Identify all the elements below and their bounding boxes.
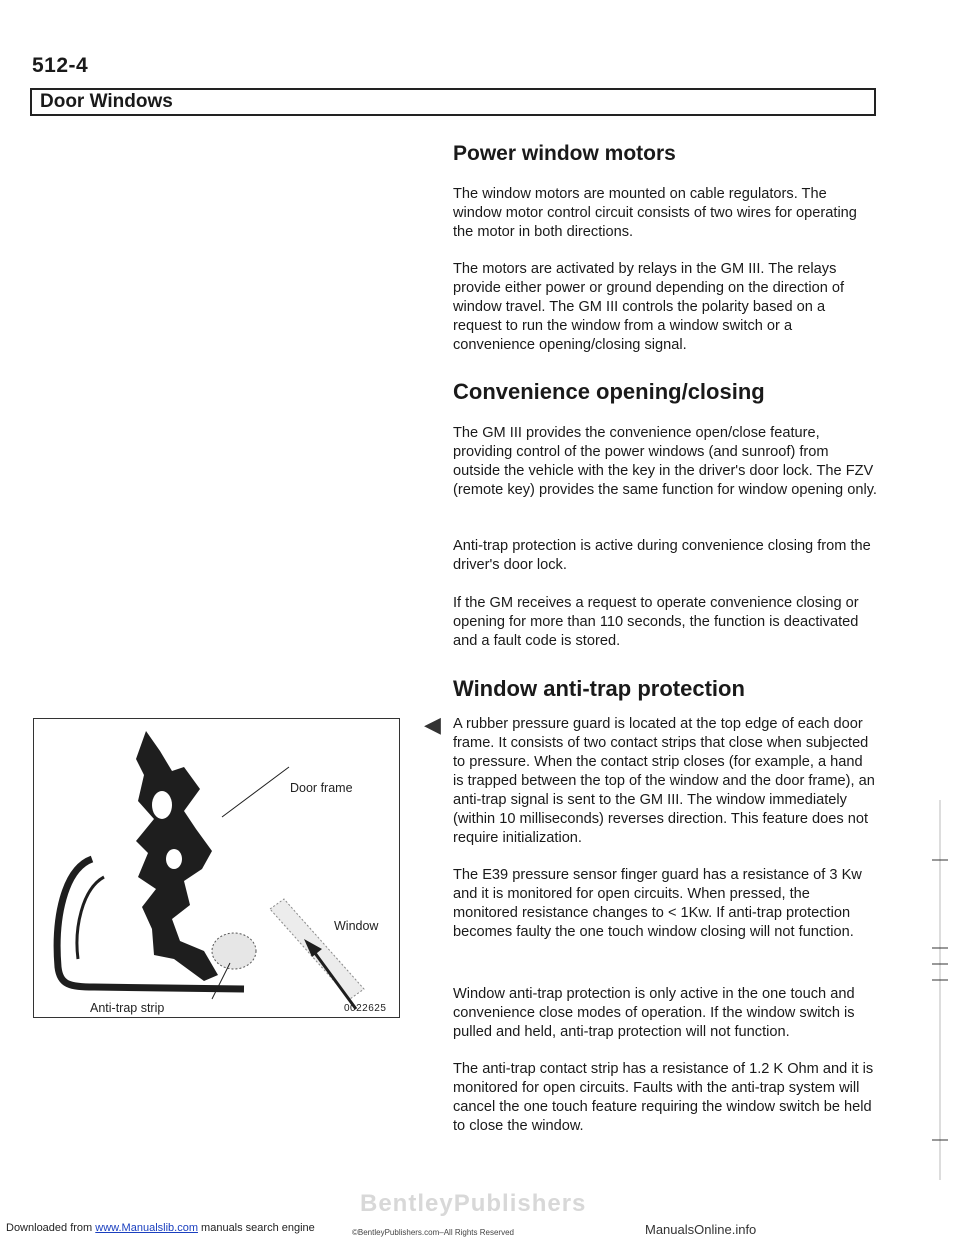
watermark-text: BentleyPublishers [360,1190,587,1217]
footer-prefix: Downloaded from [6,1222,93,1234]
footer-copyright: ©BentleyPublishers.com–All Rights Reserved [352,1228,514,1237]
heading-power-window-motors: Power window motors [453,142,676,165]
manualslib-link[interactable]: www.Manualslib.com [95,1222,198,1234]
paragraph-convenience-3: If the GM receives a request to operate convenience closing or opening for more than 110 seconds, the function is deactivated and a fault code is stored. [453,595,859,649]
heading-convenience: Convenience opening/closing [453,379,765,404]
footer-suffix: manuals search engine [201,1222,315,1234]
label-door-frame: Door frame [290,781,353,795]
heading-anti-trap: Window anti-trap protection [453,676,745,701]
page-number: 512-4 [32,54,89,77]
paragraph-motors-2: The motors are activated by relays in the GM III. The relays provide either power or ground depending on the direction of window travel. The GM III controls the polarity based on a request to run the window from a window switch or a convenience opening/closing signal. [453,261,845,353]
paragraph-motors-1: The window motors are mounted on cable regulators. The window motor control circuit consists of two wires for operating the motor in both directions. [453,186,857,240]
paragraph-convenience-2: Anti-trap protection is active during convenience closing from the driver's door lock. [453,538,871,573]
footer-manualsonline: ManualsOnline.info [645,1222,757,1237]
paragraph-antitrap-3: Window anti-trap protection is only active in the one touch and convenience close modes of operation. If the window switch is pulled and held, anti-trap protection will not function. [453,986,855,1040]
figure-pointer-icon: ◀ [424,712,441,737]
right-margin-marks [930,800,950,1180]
section-title: Door Windows [40,91,173,112]
paragraph-antitrap-4: The anti-trap contact strip has a resistance of 1.2 K Ohm and it is monitored for open circuits. Faults with the anti-trap system will cancel the one touch feature requiring the window switch be held to close the window. [453,1061,874,1134]
figure-anti-trap-strip [33,718,400,1018]
paragraph-antitrap-1: A rubber pressure guard is located at the top edge of each door frame. It consists of two contact strips that close when subjected to pressure. When the contact strip closes (for example, a hand is trapped between the top of the window and the door frame), an anti-trap signal is sent to the GM III. The window immediately (within 10 milliseconds) reverses direction. This feature does not require initialization. [453,716,875,846]
label-window: Window [334,919,379,933]
figure-id: 0022625 [344,1003,387,1014]
paragraph-convenience-1: The GM III provides the convenience open/close feature, providing control of the power windows (and sunroof) from outside the vehicle with the key in the driver's door lock. The FZV (remote key) provides the same function for window opening only. [453,425,877,498]
section-header-bar [30,88,876,116]
label-anti-trap-strip: Anti-trap strip [90,1001,165,1015]
footer-download-notice [6,1222,315,1234]
watermark-logo [360,1190,586,1218]
door-frame-cross-section-illustration [34,719,399,1017]
paragraph-antitrap-2: The E39 pressure sensor finger guard has a resistance of 3 Kw and it is monitored for open circuits. When pressed, the monitored resistance changes to < 1Kw. If anti-trap protection becomes faulty the one touch window closing will not function. [453,867,862,940]
